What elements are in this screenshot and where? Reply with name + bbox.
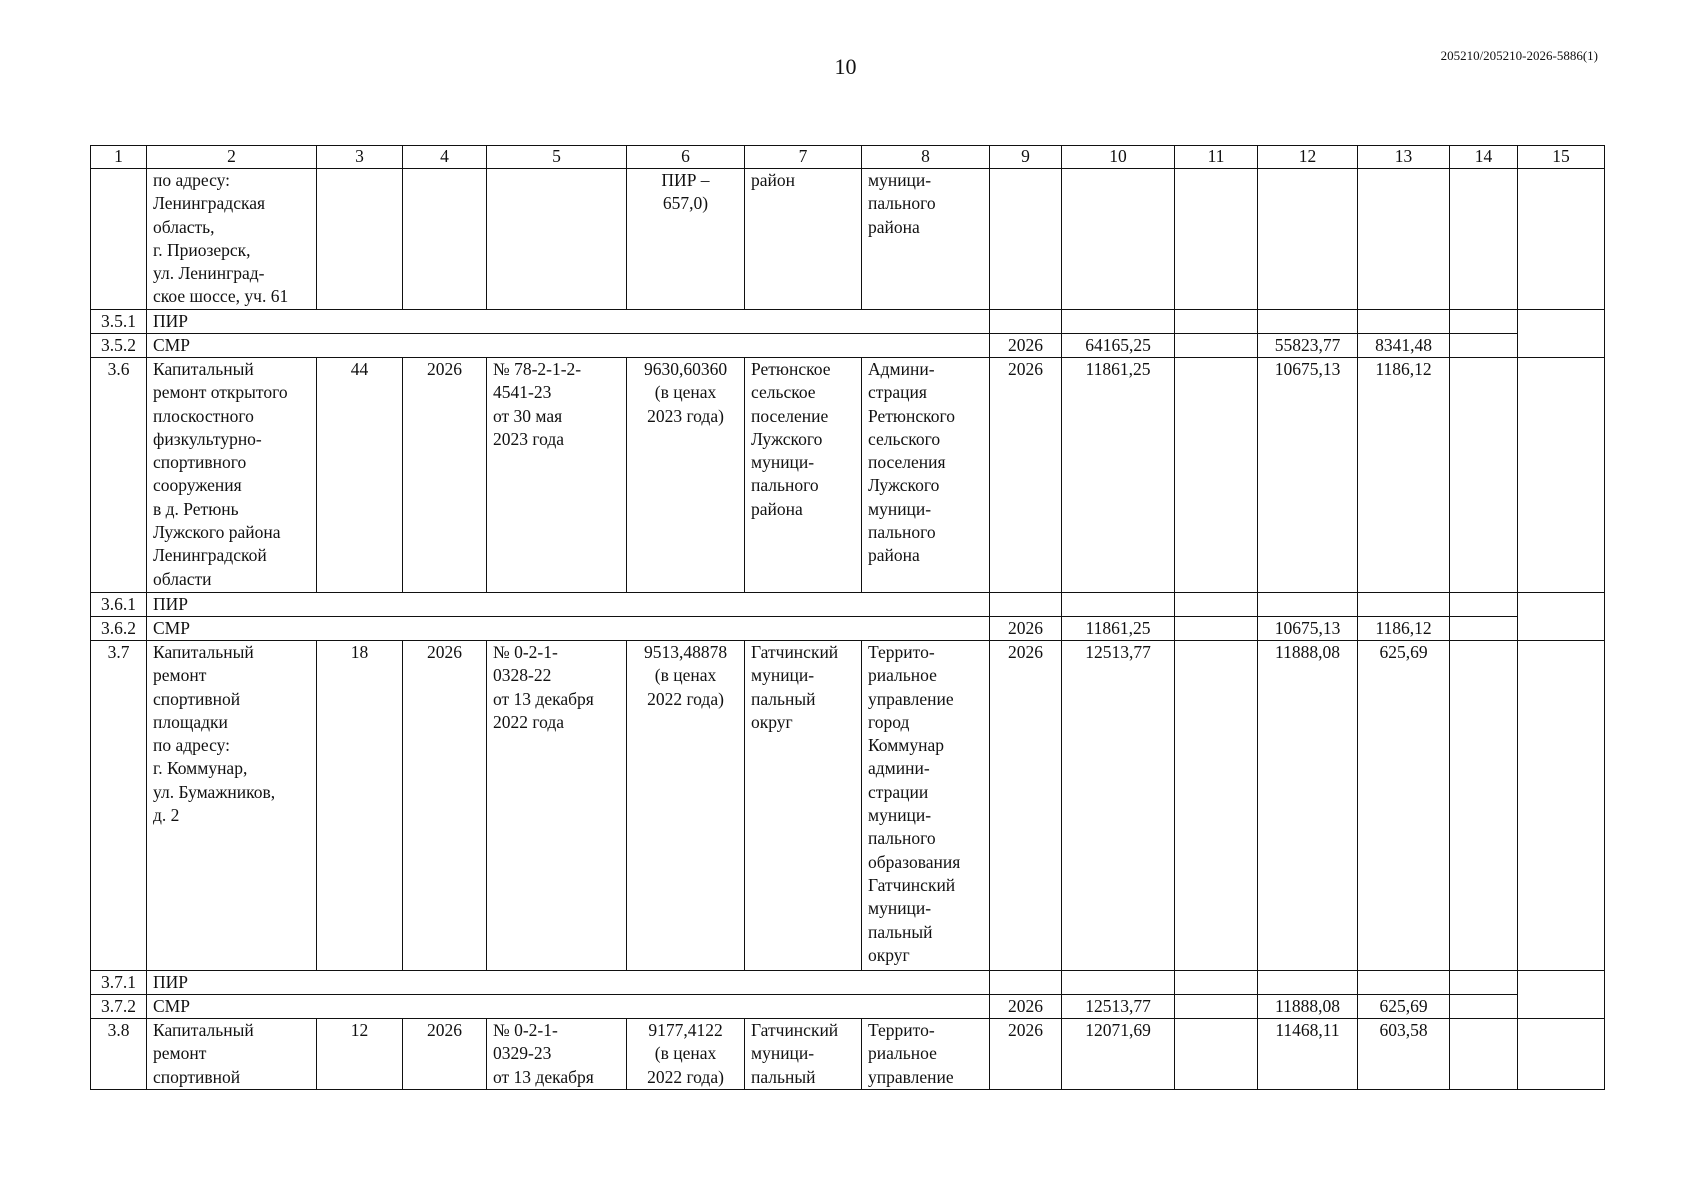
column-header: 7: [745, 146, 862, 169]
table-row: [91, 995, 1605, 1019]
column-header: 6: [627, 146, 745, 169]
table-row: [91, 641, 1605, 971]
estimate-cost-cell: 9177,4122 (в ценах 2022 года): [627, 1019, 745, 1090]
table-row: [91, 1019, 1605, 1090]
year-cell: 2026: [990, 358, 1062, 593]
program-table: [90, 145, 1605, 1090]
estimate-cost-cell: ПИР – 657,0): [627, 169, 745, 310]
regional-budget-cell: 55823,77: [1258, 334, 1358, 358]
year-cell: 2026: [990, 641, 1062, 971]
row-number: 3.6.2: [91, 617, 147, 641]
local-budget-cell: 603,58: [1358, 1019, 1450, 1090]
total-amount-cell: 11861,25: [1062, 617, 1175, 641]
column-header: 12: [1258, 146, 1358, 169]
expertise-cell: № 0-2-1- 0328-22 от 13 декабря 2022 года: [487, 641, 627, 971]
regional-budget-cell: 11468,11: [1258, 1019, 1358, 1090]
estimate-cost-cell: 9630,60360 (в ценах 2023 года): [627, 358, 745, 593]
estimate-cost-cell: 9513,48878 (в ценах 2022 года): [627, 641, 745, 971]
regional-budget-cell: 10675,13: [1258, 617, 1358, 641]
object-name-cell: Капитальный ремонт спортивной площадки по адресу: г. Коммунар, ул. Бумажников, д. 2: [147, 641, 317, 971]
local-budget-cell: 625,69: [1358, 995, 1450, 1019]
total-amount-cell: 12513,77: [1062, 995, 1175, 1019]
year-cell: 2026: [990, 995, 1062, 1019]
municipality-cell: Гатчинский муници- пальный округ: [745, 641, 862, 971]
column-header: 4: [403, 146, 487, 169]
object-name-cell: по адресу: Ленинградская область, г. Приозерск, ул. Ленинград- ское шоссе, уч. 61: [147, 169, 317, 310]
column-header: 5: [487, 146, 627, 169]
row-number: 3.7.2: [91, 995, 147, 1019]
municipality-cell: район: [745, 169, 862, 310]
row-number: 3.5.2: [91, 334, 147, 358]
year-cell: 2026: [403, 641, 487, 971]
column-header: 13: [1358, 146, 1450, 169]
row-number: 3.8: [91, 1019, 147, 1090]
column-header: 15: [1518, 146, 1605, 169]
year-cell: 2026: [990, 617, 1062, 641]
column-header: 2: [147, 146, 317, 169]
table-row: [91, 617, 1605, 641]
total-amount-cell: 64165,25: [1062, 334, 1175, 358]
table-row: [91, 169, 1605, 310]
row-number: 3.6.1: [91, 593, 147, 617]
column-header: 9: [990, 146, 1062, 169]
local-budget-cell: 1186,12: [1358, 358, 1450, 593]
stage-label: СМР: [147, 334, 990, 358]
stage-label: СМР: [147, 995, 990, 1019]
customer-cell: Админи- страция Ретюнского сельского поселения Лужского муници- пального района: [862, 358, 990, 593]
capacity-cell: 18: [317, 641, 403, 971]
local-budget-cell: 1186,12: [1358, 617, 1450, 641]
customer-cell: Террито- риальное управление: [862, 1019, 990, 1090]
column-header: 1: [91, 146, 147, 169]
total-amount-cell: 12071,69: [1062, 1019, 1175, 1090]
object-name-cell: Капитальный ремонт открытого плоскостного физкультурно- спортивного сооружения в д. Ретюнь Лужского района Ленинградской области: [147, 358, 317, 593]
stage-label: СМР: [147, 617, 990, 641]
table-row: [91, 310, 1605, 334]
year-cell: 2026: [990, 1019, 1062, 1090]
column-header: 8: [862, 146, 990, 169]
customer-cell: Террито- риальное управление город Коммунар админи- страции муници- пального образования Гатчинский муници- пальный округ: [862, 641, 990, 971]
row-number: 3.7.1: [91, 971, 147, 995]
year-cell: 2026: [990, 334, 1062, 358]
column-header: 10: [1062, 146, 1175, 169]
table-row: [91, 334, 1605, 358]
local-budget-cell: 8341,48: [1358, 334, 1450, 358]
total-amount-cell: 11861,25: [1062, 358, 1175, 593]
table-row: [91, 358, 1605, 593]
expertise-cell: № 0-2-1- 0329-23 от 13 декабря: [487, 1019, 627, 1090]
table-row: [91, 593, 1605, 617]
customer-cell: муници- пального района: [862, 169, 990, 310]
municipality-cell: Ретюнское сельское поселение Лужского муници- пального района: [745, 358, 862, 593]
regional-budget-cell: 11888,08: [1258, 995, 1358, 1019]
column-number-row: [91, 146, 1605, 169]
stage-label: ПИР: [147, 310, 990, 334]
row-number: 3.6: [91, 358, 147, 593]
regional-budget-cell: 11888,08: [1258, 641, 1358, 971]
regional-budget-cell: 10675,13: [1258, 358, 1358, 593]
page-number: 10: [834, 54, 857, 79]
table-row: [91, 971, 1605, 995]
row-number: 3.5.1: [91, 310, 147, 334]
municipality-cell: Гатчинский муници- пальный: [745, 1019, 862, 1090]
column-header: 11: [1175, 146, 1258, 169]
document-reference: 205210/205210-2026-5886(1): [1440, 48, 1598, 63]
stage-label: ПИР: [147, 971, 990, 995]
capacity-cell: 44: [317, 358, 403, 593]
total-amount-cell: 12513,77: [1062, 641, 1175, 971]
year-cell: 2026: [403, 358, 487, 593]
column-header: 14: [1450, 146, 1518, 169]
stage-label: ПИР: [147, 593, 990, 617]
column-header: 3: [317, 146, 403, 169]
expertise-cell: № 78-2-1-2- 4541-23 от 30 мая 2023 года: [487, 358, 627, 593]
local-budget-cell: 625,69: [1358, 641, 1450, 971]
capacity-cell: 12: [317, 1019, 403, 1090]
object-name-cell: Капитальный ремонт спортивной: [147, 1019, 317, 1090]
row-number: 3.7: [91, 641, 147, 971]
year-cell: 2026: [403, 1019, 487, 1090]
